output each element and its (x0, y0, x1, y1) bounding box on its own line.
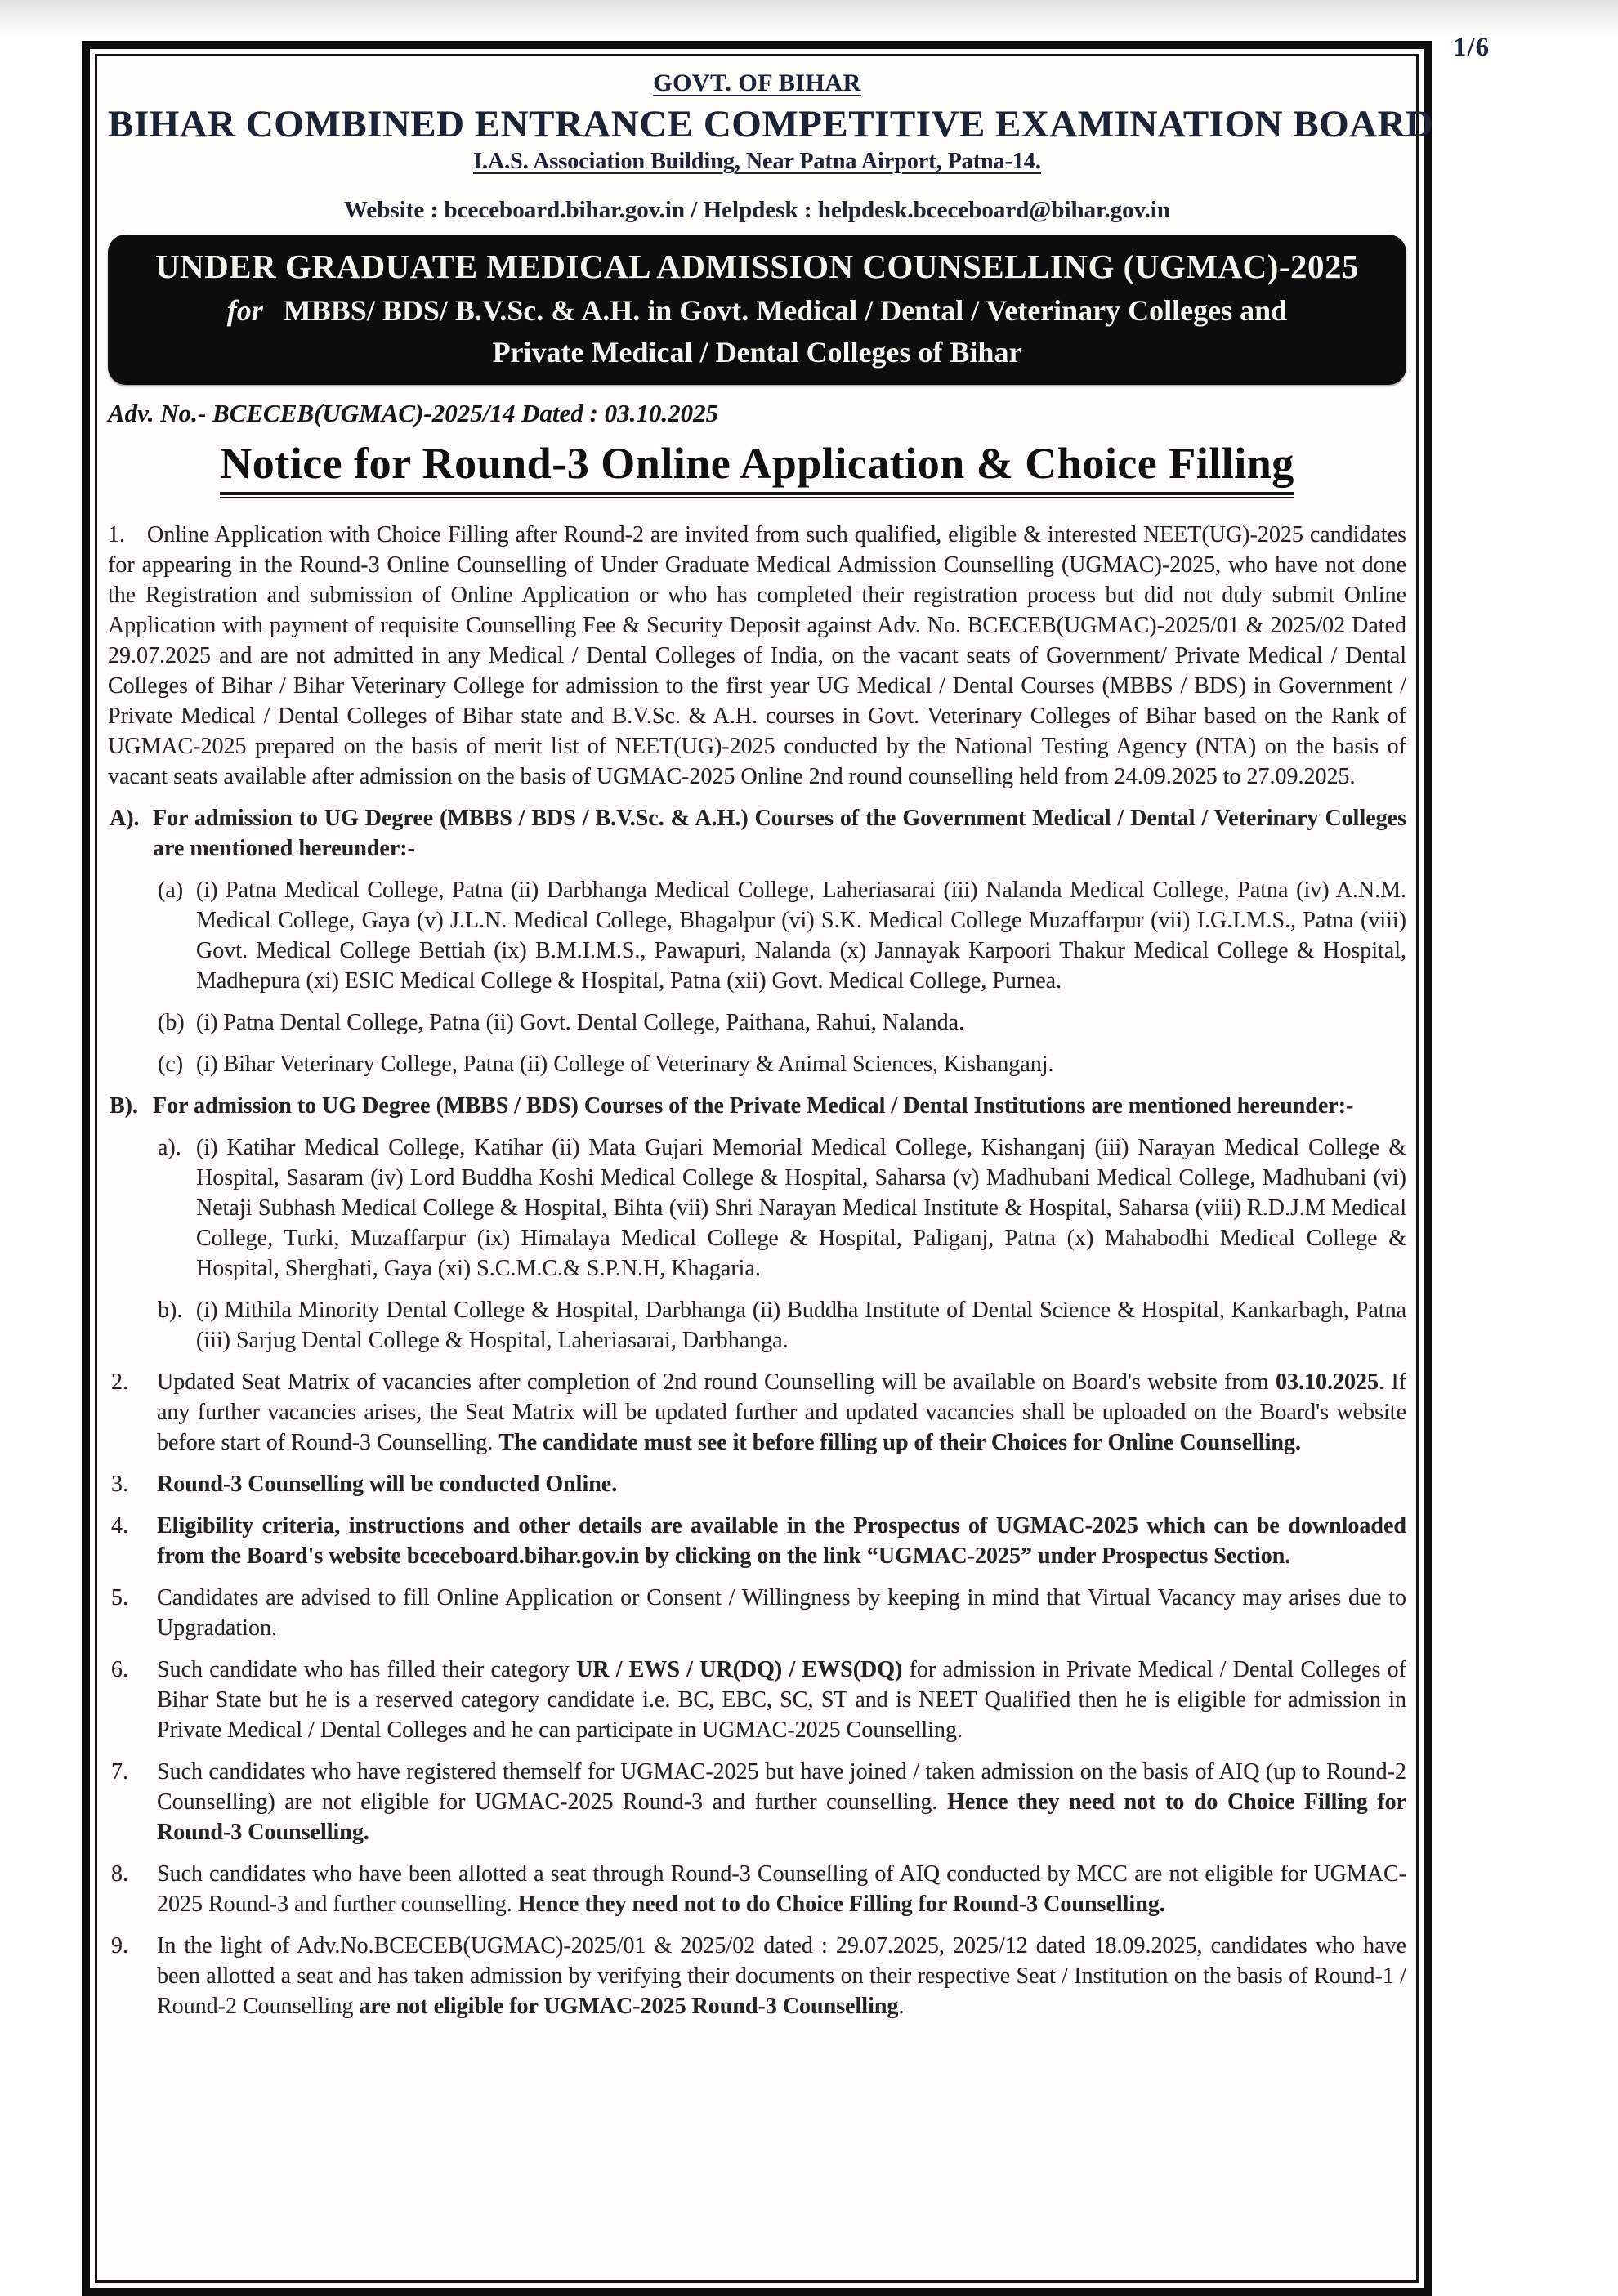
list-item-3 (108, 1469, 1406, 1499)
item-marker: A). (110, 805, 140, 831)
item-text (157, 1759, 1406, 1845)
website-helpdesk-line: Website : bceceboard.bihar.gov.in / Helpdesk : helpdesk.bceceboard@bihar.gov.in (344, 196, 1170, 223)
item-marker: 5. (111, 1584, 128, 1610)
list-item-8 (108, 1859, 1406, 1919)
text-segment: (i) Patna Medical College, Patna (ii) Darbhanga Medical College, Laheriasarai (iii) Nalanda Medical College, Patna (iv) A.N.M. Medical College, Gaya (v) J.L.N. Medical College, Bhagalpur (vi) S.K. Medical College Muzaffarpur (vii) I.G.I.M.S., Patna (viii) Govt. Medical College Bettiah (ix) B.M.I.M.S., Pawapuri, Nalanda (x) Jannayak Karpoori Thakur Medical College & Hospital, Madhepura (xi) ESIC Medical College & Hospital, Patna (xii) Govt. Medical College, Purnea. (196, 877, 1406, 994)
text-segment: (i) Katihar Medical College, Katihar (ii) Mata Gujari Memorial Medical College, Kishanganj (iii) Narayan Medical College & Hospital, Sasaram (iv) Lord Buddha Koshi Medical College & Hospital, Saharsa (v) Madhubani Medical College, Madhubani (vi) Netaji Subhash Medical College & Hospital, Bihta (vii) Shri Narayan Medical Institute & Hospital, Saharsa (viii) R.D.J.M Medical College, Turki, Muzaffarpur (ix) Himalaya Medical College & Hospital, Paliganj, Patna (x) Mahabodhi Medical College & Hospital, Sherghati, Gaya (xi) S.C.M.C.& S.P.N.H, Khagaria. (196, 1134, 1406, 1281)
document-content (97, 56, 1434, 2021)
notice-title-row (108, 440, 1406, 494)
text-segment: Such candidates who have registered themself for UGMAC-2025 but have joined / taken admission on the basis of AIQ (up to Round-2 Counselling) are not eligible for UGMAC-2025 Round-3 and further counselling. (157, 1758, 1406, 1815)
list-item-7 (108, 1757, 1406, 1847)
text-segment: are not eligible for UGMAC-2025 Round-3 Counselling (359, 1993, 899, 2019)
text-segment: Hence they need not to do Choice Filling for Round-3 Counselling. (157, 1789, 1407, 1845)
text-segment: for (226, 293, 263, 327)
item-text (157, 1472, 617, 1497)
list-item-c (158, 1049, 1406, 1079)
banner-line-3: Private Medical / Dental Colleges of Bihar (492, 335, 1022, 369)
item-text (157, 1861, 1406, 1917)
document-header (108, 69, 1434, 224)
item-marker: (b) (158, 1009, 185, 1035)
text-segment: . If any further vacancies arises, the Seat Matrix will be updated further and updated vacancies shall be uploaded on the Board's website before start of Round-3 Counselling. (157, 1369, 1407, 1455)
document-border (82, 41, 1432, 2296)
list-item-B (108, 1091, 1406, 1121)
item-text (157, 1513, 1406, 1569)
item-marker: (c) (158, 1051, 184, 1077)
item-marker: (a) (158, 877, 184, 903)
text-segment: Online Application with Choice Filling after Round-2 are invited from such qualified, eligible & interested NEET(UG)-2025 candidates for appearing in the Round-3 Online Counselling of Under Graduate Medical Admission Counselling (UGMAC)-2025, who have not done the Registration and submission of Online Application or who has completed their registration process but did not duly submit Online Application with payment of requisite Counselling Fee & Security Deposit against Adv. No. BCECEB(UGMAC)-2025/01 & 2025/02 Dated 29.07.2025 and are not admitted in any Medical / Dental Colleges of India, on the vacant seats of Government/ Private Medical / Dental Colleges of Bihar / Bihar Veterinary College for admission to the first year UG Medical / Dental Courses (MBBS / BDS) in Government / Private Medical / Dental Colleges of Bihar state and B.V.Sc. & A.H. courses in Govt. Veterinary Colleges of Bihar based on the Rank of UGMAC-2025 prepared on the basis of merit list of NEET(UG)-2025 conducted by the National Testing Agency (NTA) on the basis of vacant seats available after admission on the basis of UGMAC-2025 Online 2nd round counselling held from 24.09.2025 to 27.09.2025. (108, 521, 1406, 789)
text-segment: 03.10.2025 (1275, 1369, 1379, 1395)
item-marker: 1. (108, 521, 125, 547)
list-item-a (158, 875, 1406, 996)
item-marker: 8. (111, 1860, 128, 1887)
item-marker: 2. (111, 1369, 128, 1395)
item-marker: 3. (111, 1471, 128, 1497)
notice-title: Notice for Round-3 Online Application & Choice Filling (220, 440, 1294, 494)
item-marker: b). (158, 1297, 183, 1323)
item-marker: 9. (111, 1932, 128, 1959)
banner-line-1: UNDER GRADUATE MEDICAL ADMISSION COUNSELLING (UGMAC)-2025 (154, 247, 1360, 285)
item-text (153, 806, 1406, 861)
list-item-b (158, 1007, 1406, 1038)
item-text (196, 1135, 1406, 1281)
text-segment: The candidate must see it before filling up of their Choices for Online Counselling. (498, 1429, 1301, 1455)
list-item-6 (108, 1655, 1406, 1745)
banner-line-2 (123, 288, 1392, 333)
text-segment: Updated Seat Matrix of vacancies after completion of 2nd round Counselling will be available on Board's website from (157, 1369, 1276, 1395)
item-text (196, 1010, 964, 1035)
item-marker: 7. (111, 1758, 128, 1785)
document-inner-border (95, 54, 1434, 2283)
list-item-a (158, 1132, 1406, 1284)
list-item-A (108, 803, 1406, 864)
board-name: BIHAR COMBINED ENTRANCE COMPETITIVE EXAMINATION BOARD (108, 103, 1434, 145)
text-segment: For admission to UG Degree (MBBS / BDS) Courses of the Private Medical / Dental Institutions are mentioned hereunder:- (153, 1092, 1354, 1119)
text-segment: (i) Mithila Minority Dental College & Hospital, Darbhanga (ii) Buddha Institute of Dental Science & Hospital, Kankarbagh, Patna (iii) Sarjug Dental College & Hospital, Laheriasarai, Darbhanga. (196, 1297, 1406, 1353)
page-number: 1/6 (1453, 33, 1491, 62)
item-text (157, 1657, 1406, 1743)
item-text (196, 878, 1406, 994)
item-text (196, 1052, 1053, 1077)
text-segment: Eligibility criteria, instructions and other details are available in the Prospectus of UGMAC-2025 which can be downloaded from the Board's website bceceboard.bihar.gov.in by clicking on the link “UGMAC-2025” under Prospectus Section. (157, 1512, 1406, 1569)
item-text (157, 1369, 1406, 1455)
list-item-9 (108, 1931, 1406, 2021)
item-text (157, 1585, 1406, 1641)
item-marker: 4. (111, 1512, 128, 1539)
item-text (196, 1298, 1406, 1353)
item-marker: 6. (111, 1656, 128, 1682)
text-segment: . (898, 1993, 905, 2019)
text-segment: For admission to UG Degree (MBBS / BDS / B.V.Sc. & A.H.) Courses of the Government Medical / Dental / Veterinary Colleges are mentioned hereunder:- (153, 805, 1406, 861)
text-segment: UR / EWS / UR(DQ) / EWS(DQ) (576, 1656, 903, 1682)
address-line: I.A.S. Association Building, Near Patna Airport, Patna-14. (473, 148, 1041, 174)
list-item-b (158, 1295, 1406, 1356)
advertisement-number-line: Adv. No.- BCECEB(UGMAC)-2025/14 Dated : 03.10.2025 (108, 399, 719, 428)
text-segment: Round-3 Counselling will be conducted Online. (157, 1471, 618, 1497)
text-segment: Such candidates who have been allotted a seat through Round-3 Counselling of AIQ conducted by MCC are not eligible for UGMAC-2025 Round-3 and further counselling. (157, 1860, 1406, 1917)
item-marker: B). (110, 1092, 138, 1119)
text-segment: MBBS/ BDS/ B.V.Sc. & A.H. in Govt. Medical / Dental / Veterinary Colleges and (275, 293, 1288, 327)
item-text (153, 1093, 1353, 1119)
list-item-5 (108, 1583, 1406, 1643)
counselling-title-banner (108, 235, 1406, 386)
notice-list (108, 520, 1406, 2021)
text-segment: In the light of Adv.No.BCECEB(UGMAC)-2025/01 & 2025/02 dated : 29.07.2025, 2025/12 dated 18.09.2025, candidates who have been allotted a seat and has taken admission by verifying their documents on their respective Seat / Institution on the basis of Round-1 / Round-2 Counselling (157, 1932, 1406, 2019)
item-text (157, 1933, 1406, 2019)
list-item-4 (108, 1511, 1406, 1571)
govt-line: GOVT. OF BIHAR (653, 69, 861, 96)
text-segment: (i) Patna Dental College, Patna (ii) Govt. Dental College, Paithana, Rahui, Nalanda. (196, 1009, 965, 1035)
text-segment: Candidates are advised to fill Online Application or Consent / Willingness by keeping in mind that Virtual Vacancy may arises due to Upgradation. (157, 1584, 1406, 1641)
text-segment: (i) Bihar Veterinary College, Patna (ii) College of Veterinary & Animal Sciences, Kishanganj. (196, 1051, 1054, 1077)
list-item-2 (108, 1367, 1406, 1458)
text-segment: Such candidate who has filled their category (157, 1656, 577, 1682)
text-segment: for admission in Private Medical / Dental Colleges of Bihar State but he is a reserved category candidate i.e. BC, EBC, SC, ST and is NEET Qualified then he is eligible for admission in Private Medical / Dental Colleges and he can participate in UGMAC-2025 Counselling. (157, 1656, 1407, 1743)
item-marker: a). (158, 1134, 181, 1160)
list-item-1 (108, 520, 1406, 792)
text-segment: Hence they need not to do Choice Filling for Round-3 Counselling. (517, 1891, 1165, 1917)
